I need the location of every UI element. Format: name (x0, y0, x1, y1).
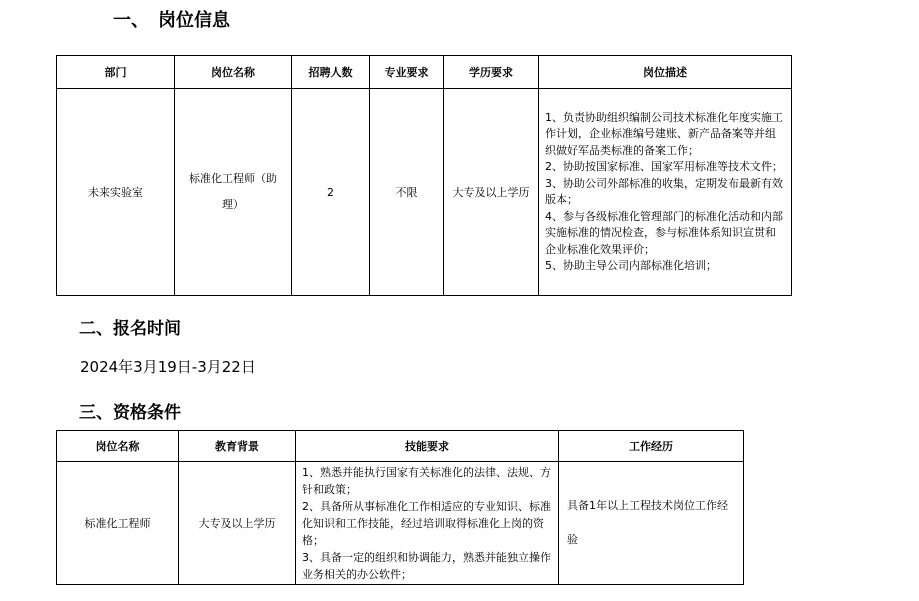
cell-department: 未来实验室 (57, 89, 175, 296)
header-work-experience: 工作经历 (559, 431, 744, 462)
cell-description (539, 89, 792, 296)
skill-line: 2、具备所从事标准化工作相适应的专业知识、标准化知识和工作技能，经过培训取得标准化上岗的资格； (302, 499, 551, 547)
cell-education: 大专及以上学历 (444, 89, 539, 296)
header-major: 专业要求 (370, 56, 444, 89)
cell-position-name: 标准化工程师 (57, 462, 179, 585)
table-row (57, 89, 792, 296)
cell-skills (296, 462, 559, 585)
description-line: 2、协助按国家标准、国家军用标准等技术文件； (545, 160, 783, 173)
description-line: 4、参与各级标准化管理部门的标准化活动和内部实施标准的情况检查，参与标准体系知识宣贯和企业标准化效果评价； (545, 209, 783, 256)
cell-education-background: 大专及以上学历 (179, 462, 296, 585)
section-title-qualifications: 三、资格条件 (79, 403, 181, 423)
header-position-name: 岗位名称 (175, 56, 292, 89)
header-skills: 技能要求 (296, 431, 559, 462)
header-department: 部门 (57, 56, 175, 89)
section-title-position-info: 一、 岗位信息 (113, 10, 230, 31)
skill-line: 3、具备一定的组织和协调能力，熟悉并能独立操作业务相关的办公软件； (302, 550, 551, 581)
position-info-table (56, 55, 792, 296)
header-description: 岗位描述 (539, 56, 792, 89)
header-education-background: 教育背景 (179, 431, 296, 462)
cell-major: 不限 (370, 89, 444, 296)
header-headcount: 招聘人数 (292, 56, 370, 89)
table-header-row (57, 56, 792, 89)
section-title-registration-time: 二、报名时间 (79, 319, 181, 339)
table-row (57, 462, 744, 585)
description-line: 1、负责协助组织编制公司技术标准化年度实施工作计划，企业标准编号建账、新产品备案等并组织做好军品类标准的备案工作； (545, 110, 783, 157)
skill-line: 1、熟悉并能执行国家有关标准化的法律、法规、方针和政策； (302, 465, 551, 496)
cell-work-experience: 具备1年以上工程技术岗位工作经验 (559, 462, 744, 585)
cell-position-name: 标准化工程师（助理） (175, 89, 292, 296)
description-line: 5、协助主导公司内部标准化培训； (545, 259, 717, 272)
description-line: 3、协助公司外部标准的收集，定期发布最新有效版本； (545, 176, 783, 206)
qualifications-table (56, 430, 744, 585)
registration-date-range: 2024年3月19日-3月22日 (80, 358, 256, 376)
cell-headcount: 2 (292, 89, 370, 296)
header-education: 学历要求 (444, 56, 539, 89)
table-header-row (57, 431, 744, 462)
header-position-name: 岗位名称 (57, 431, 179, 462)
